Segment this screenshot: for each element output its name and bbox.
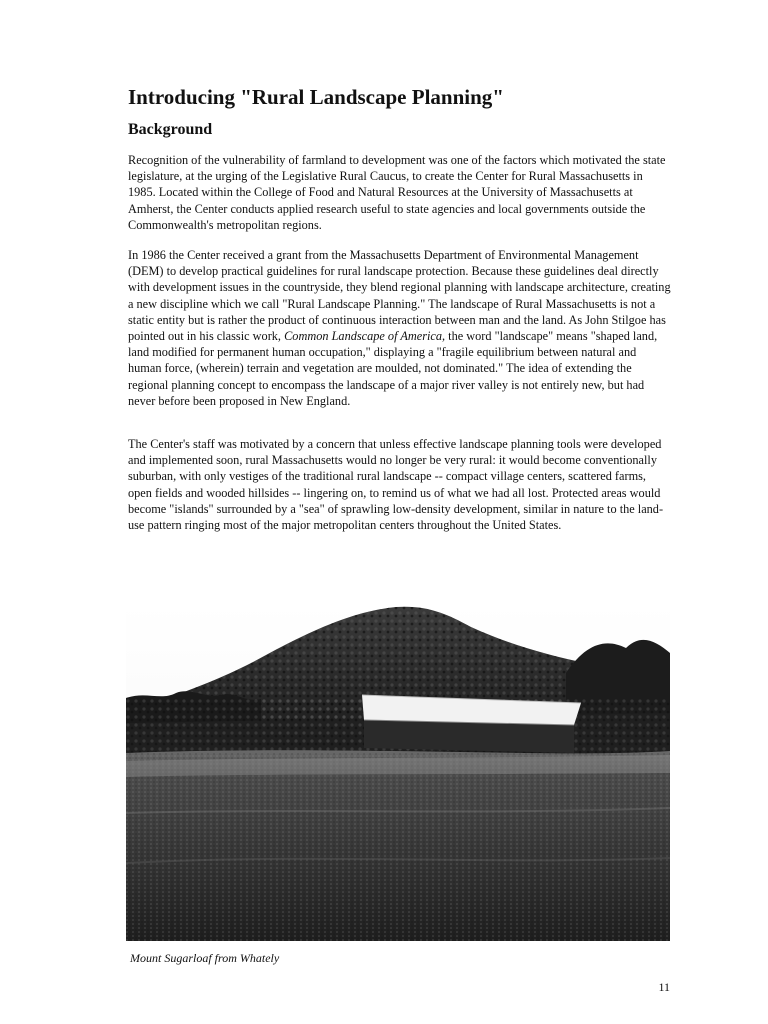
paragraph-1-text: Recognition of the vulnerability of farmland to development was one of the factors which motivated the state legislature, at the urging of the Legislative Rural Caucus, to create the Center for Rural Massachusetts in 1985. Located within the College of Food and Natural Resources at the University of Massachusetts at Amherst, the Center conducts applied research useful to state agencies and local governments outside the Commonwealth's metropolitan regions. — [128, 153, 666, 232]
page-title: Introducing "Rural Landscape Planning" — [128, 85, 504, 109]
paragraph-3 — [128, 436, 672, 533]
paragraph-1 — [128, 152, 672, 233]
figure-caption: Mount Sugarloaf from Whately — [130, 951, 280, 965]
paragraph-2 — [128, 247, 672, 409]
landscape-photo — [126, 603, 670, 941]
paragraph-2-text-a: In 1986 the Center received a grant from the Massachusetts Department of Environmental Management (DEM) to develop practical guidelines for rural landscape protection. Because these guidelines deal directly with development issues in the countryside, they blend regional planning with landscape architecture, creating a new discipline which we call "Rural Landscape Planning." The landscape of Rural Massachusetts is not a static entity but is rather the product of continuous interaction between man and the land. As John Stilgoe has pointed out in his classic work, — [128, 248, 671, 344]
paragraph-3-text: The Center's staff was motivated by a concern that unless effective landscape planning tools were developed and implemented soon, rural Massachusetts would no longer be very rural: it would become conventionally suburban, with only vestiges of the traditional rural landscape -- compact village centers, scattered farms, open fields and wooded hillsides -- lingering on, to remind us of what we had all lost. Protected areas would become "islands" surrounded by a "sea" of sprawling low-density development, similar in nature to the land-use pattern ringing most of the major metropolitan centers throughout the United States. — [128, 437, 664, 533]
paragraph-2-text-b: the word "landscape" means "shaped land, land modified for permanent human occupation," displaying a "fragile equilibrium between natural and human force, (wherein) terrain and vegetation are moulded, not dominated." The idea of extending the regional planning concept to encompass the landscape of a major river valley is not entirely new, but had never before been proposed in New England. — [128, 329, 658, 408]
page-number: 11 — [658, 980, 670, 994]
book-title: Common Landscape of America, — [284, 329, 446, 344]
section-heading: Background — [128, 121, 213, 138]
